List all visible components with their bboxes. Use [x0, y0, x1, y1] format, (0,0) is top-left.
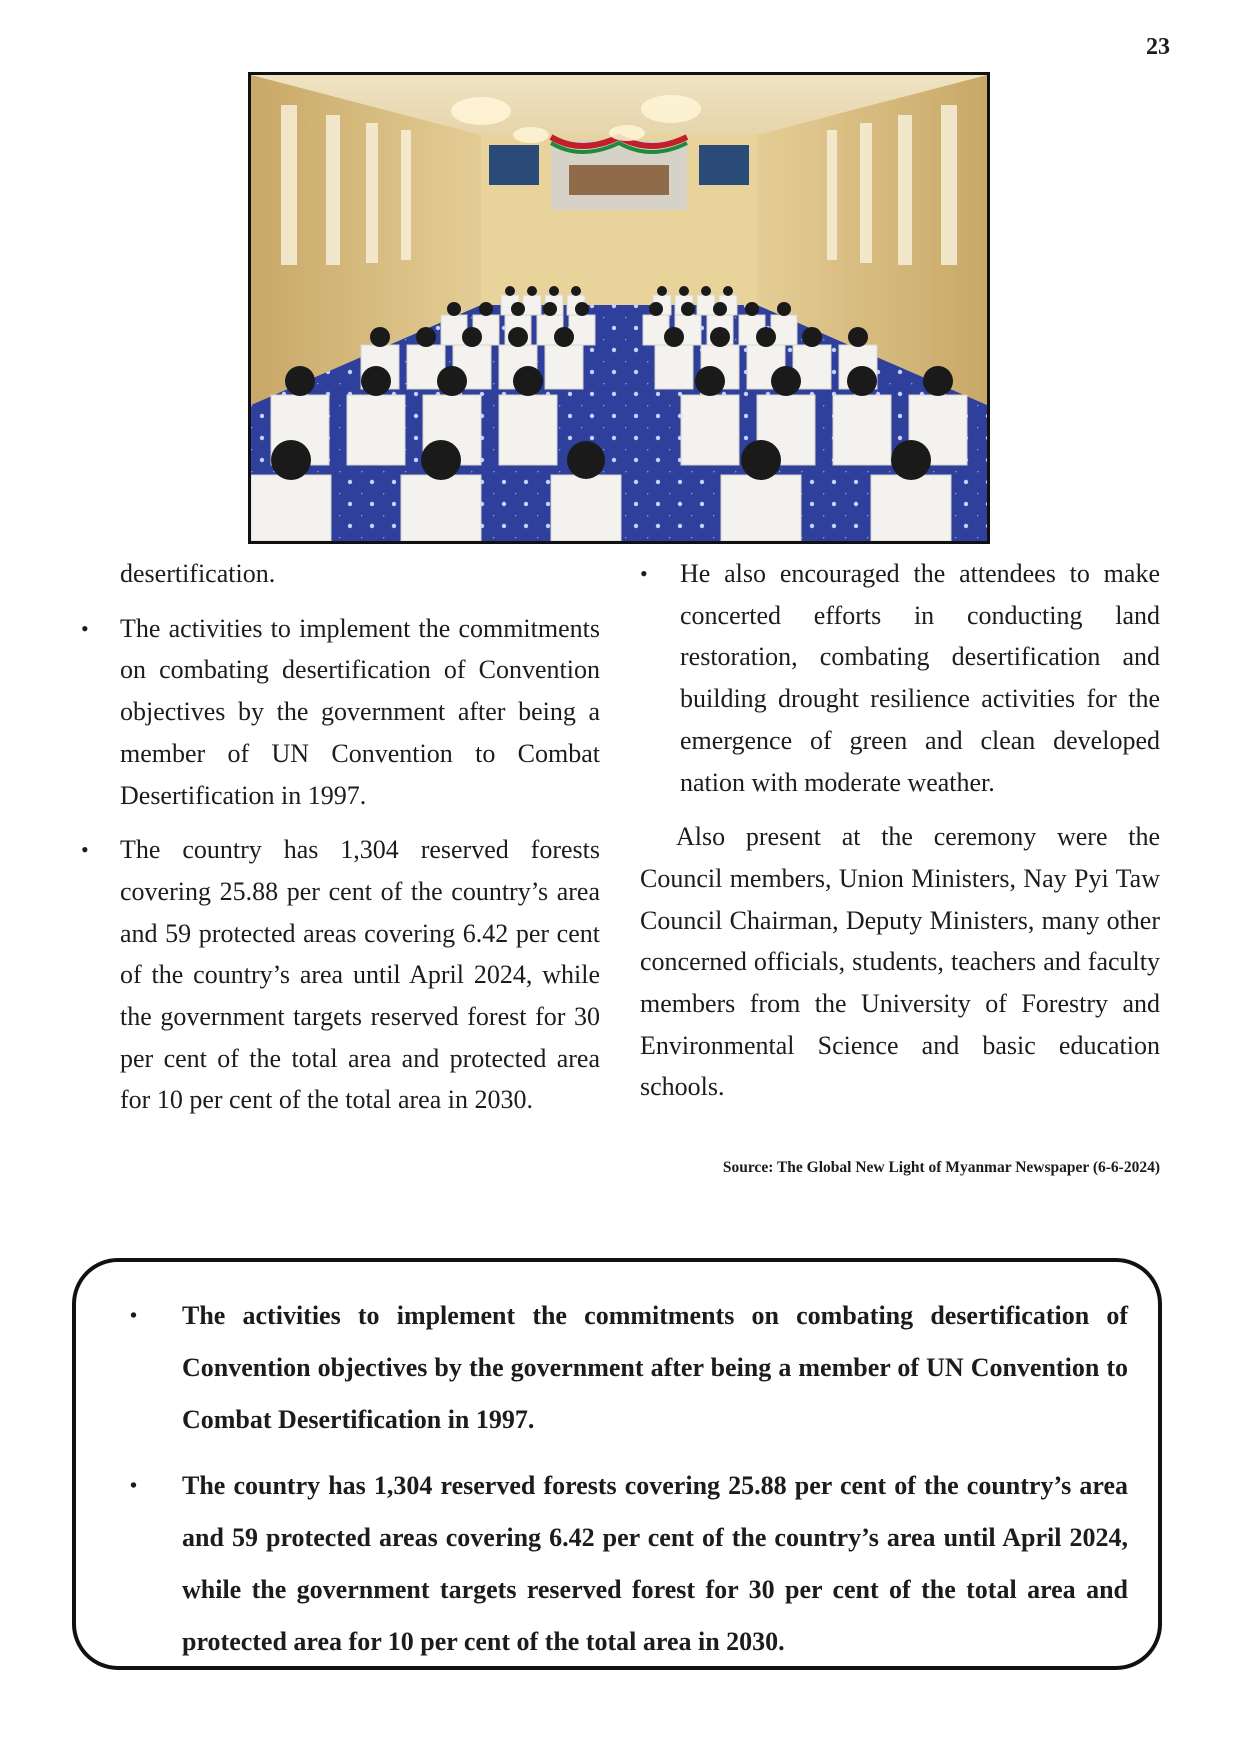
list-item [80, 608, 600, 817]
list-item [106, 1290, 1128, 1446]
list-item [80, 829, 600, 1121]
left-column [80, 553, 600, 1134]
conference-photo [248, 72, 990, 544]
right-column [640, 553, 1160, 1178]
bullet-icon: • [81, 615, 89, 641]
list-item [640, 553, 1160, 803]
bullet-text: The activities to implement the commitments on combating desertification of Convention objectives by the government after being a member of UN Convention to Combat Desertification in 1997. [120, 613, 600, 810]
source-citation: Source: The Global New Light of Myanmar Newspaper (6-6-2024) [722, 1159, 1160, 1177]
page-number: 23 [1146, 34, 1170, 60]
bullet-icon: • [130, 1305, 138, 1327]
bullet-text: The country has 1,304 reserved forests covering 25.88 per cent of the country’s area and 59 protected areas covering 6.42 per cent of the country’s area until April 2024, while the government targets reserved forest for 30 per cent of the total area and protected area for 10 per cent of the total area in 2030. [120, 835, 600, 1115]
list-item [106, 1460, 1128, 1668]
continuation-text: desertification. [120, 559, 276, 588]
bullet-text: He also encouraged the attendees to make concerted efforts in conducting land restoration, combating desertification and building drought resilience activities for the emergence of green and clean developed nation with moderate weather. [680, 559, 1160, 797]
conference-hall-photo-icon [251, 75, 987, 541]
left-bullet-list [80, 608, 600, 1121]
summary-list [106, 1290, 1128, 1668]
bullet-icon: • [130, 1475, 138, 1497]
bullet-icon: • [640, 561, 648, 586]
bullet-icon: • [81, 837, 89, 863]
summary-text: The country has 1,304 reserved forests covering 25.88 per cent of the country’s area and 59 protected areas covering 6.42 per cent of the country’s area until April 2024, while the government targets reserved forest for 30 per cent of the total area and protected area for 10 per cent of the total area in 2030. [182, 1471, 1128, 1656]
attendance-paragraph: Also present at the ceremony were the Council members, Union Ministers, Nay Pyi Taw Council Chairman, Deputy Ministers, many other concerned officials, students, teachers and faculty members from the University of Forestry and Environmental Science and basic education schools. [640, 822, 1160, 1102]
right-bullet-list [640, 553, 1160, 803]
summary-text: The activities to implement the commitments on combating desertification of Convention objectives by the government after being a member of UN Convention to Combat Desertification in 1997. [182, 1301, 1128, 1434]
summary-box [72, 1258, 1162, 1670]
